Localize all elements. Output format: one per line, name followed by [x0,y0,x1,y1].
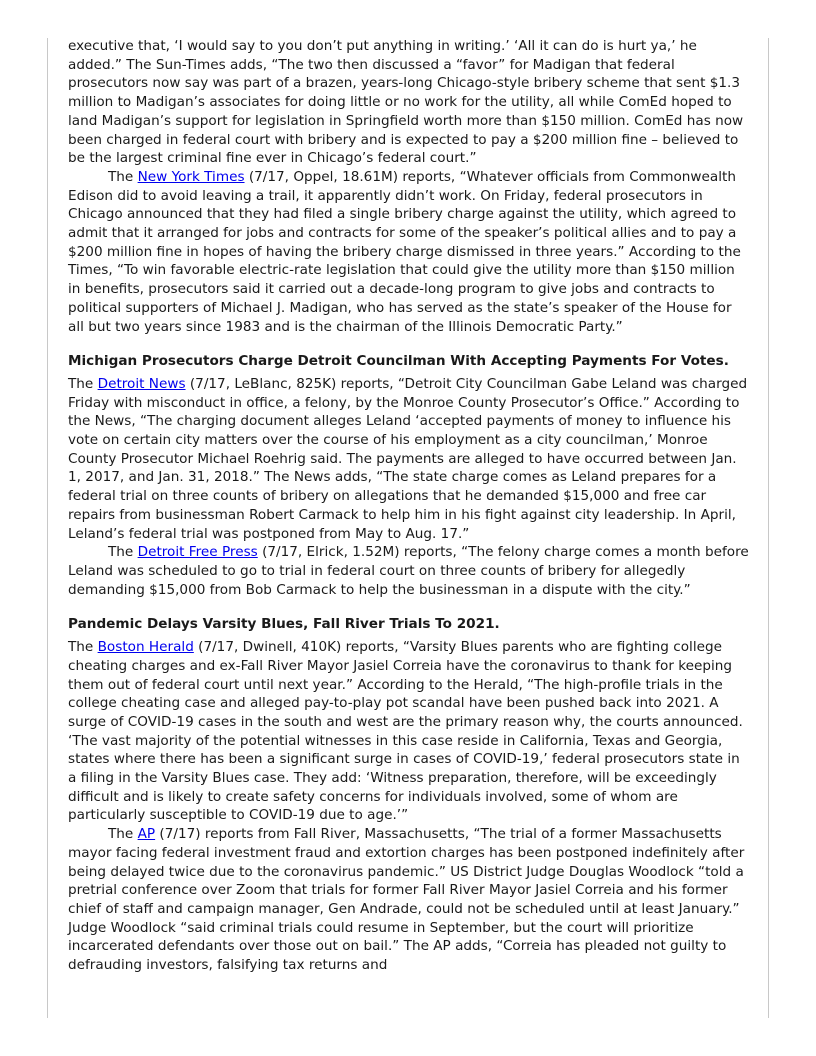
ap-source-link[interactable]: AP [137,826,156,843]
free-press-paragraph: The Detroit Free Press (7/17, Elrick, 1.52M) reports, “The felony charge comes a month before Leland was scheduled to go to trial in federal court on three counts of bribery for allegedly demanding $15,000 from Bob Carmack to help the businessman in a dispute with the city.” [68,544,749,598]
boston-herald-paragraph: The Boston Herald (7/17, Dwinell, 410K) reports, “Varsity Blues parents who are fighting college cheating charges and ex-Fall River Mayor Jasiel Correia have the coronavirus to thank for keeping them out of federal court until next year.” According to the Herald, “The high-profile trials in the college cheating case and alleged pay-to-play pot scandal have been pushed back into 2021. A surge of COVID-19 cases in the south and west are the primary reason why, the courts announced. ‘The vast majority of the potential witnesses in this case reside in California, Texas and Georgia, states where there has been a significant surge in cases of COVID-19,’ federal prosecutors state in a filing in the Varsity Blues case. They add: ‘Witness preparation, therefore, will be exceedingly difficult and is likely to create safety concerns for individuals involved, some of whom are particularly susceptible to COVID-19 due to age.’” [68,639,743,824]
detroit-news-paragraph: The Detroit News (7/17, LeBlanc, 825K) reports, “Detroit City Councilman Gabe Leland was charged Friday with misconduct in office, a felony, by the Monroe County Prosecutor’s Office.” According to the News, “The charging document alleges Leland ‘accepted payments of money to influence his vote on certain city matters over the course of his employment as a city councilman,’ Monroe County Prosecutor Michael Roehrig said. The payments are alleged to have occurred between Jan. 1, 2017, and Jan. 31, 2018.” The News adds, “The state charge comes as Leland prepares for a federal trial on three counts of bribery on allegations that he demanded $15,000 and free car repairs from businessman Robert Carmack to help him in his fight against city leadership. In April, Leland’s federal trial was postponed from May to Aug. 17.” [68,375,748,542]
right-margin-rule [768,38,769,1018]
nyt-paragraph: The New York Times (7/17, Oppel, 18.61M) reports, “Whatever officials from Commonwealth Edison did to avoid leaving a trail, it apparently didn’t work. On Friday, federal prosecutors in Chicago announced that they had filed a single bribery charge against the utility, which agreed to admit that it arranged for jobs and contracts for some of the speaker’s political allies and to pay a $200 million fine in hopes of having the bribery charge dismissed in three years.” According to the Times, “To win favorable electric-rate legislation that could give the utility more than $150 million in benefits, prosecutors said it carried out a decade-long program to give jobs and contracts to political supporters of Michael J. Madigan, who has served as the state’s speaker of the House for all but two years since 1983 and is the chairman of the Illinois Democratic Party.” [68,168,741,335]
intro-paragraph: executive that, ‘I would say to you don’t put anything in writing.’ ‘All it can do is hurt ya,’ he added.” The Sun-Times adds, “The two then discussed a “favor” for Madigan that federal prosecutors now say was part of a brazen, years-long Chicago-style bribery scheme that sent $1.3 million to Madigan’s associates for doing little or no work for the utility, all while ComEd hoped to land Madigan’s support for legislation in Springfield worth more than $150 million. ComEd has now been charged in federal court with bribery and is expected to pay a $200 million fine – believed to be the largest criminal fine ever in Chicago’s federal court.” [68,38,744,167]
free-press-source-link[interactable]: Detroit Free Press [137,544,258,561]
ap-paragraph: The AP (7/17) reports from Fall River, Massachusetts, “The trial of a former Massachusetts mayor facing federal investment fraud and extortion charges has been postponed indefinitely after being delayed twice due to the coronavirus pandemic.” US District Judge Douglas Woodlock “told a pretrial conference over Zoom that trials for former Fall River Mayor Jasiel Correia and his former chief of staff and campaign manager, Gen Andrade, could not be scheduled until at least January.” Judge Woodlock “said criminal trials could resume in September, but the court will prioritize incarcerated defendants over those out on bail.” The AP adds, “Correia has pleaded not guilty to defrauding investors, falsifying tax returns and [68,826,745,974]
document-page [68,37,750,975]
left-margin-rule [47,38,48,1018]
detroit-news-source-link[interactable]: Detroit News [97,375,186,392]
detroit-heading: Michigan Prosecutors Charge Detroit Councilman With Accepting Payments For Votes. [68,353,729,370]
boston-herald-source-link[interactable]: Boston Herald [97,639,194,656]
nyt-source-link[interactable]: New York Times [137,168,245,185]
pandemic-heading: Pandemic Delays Varsity Blues, Fall River Trials To 2021. [68,616,500,633]
